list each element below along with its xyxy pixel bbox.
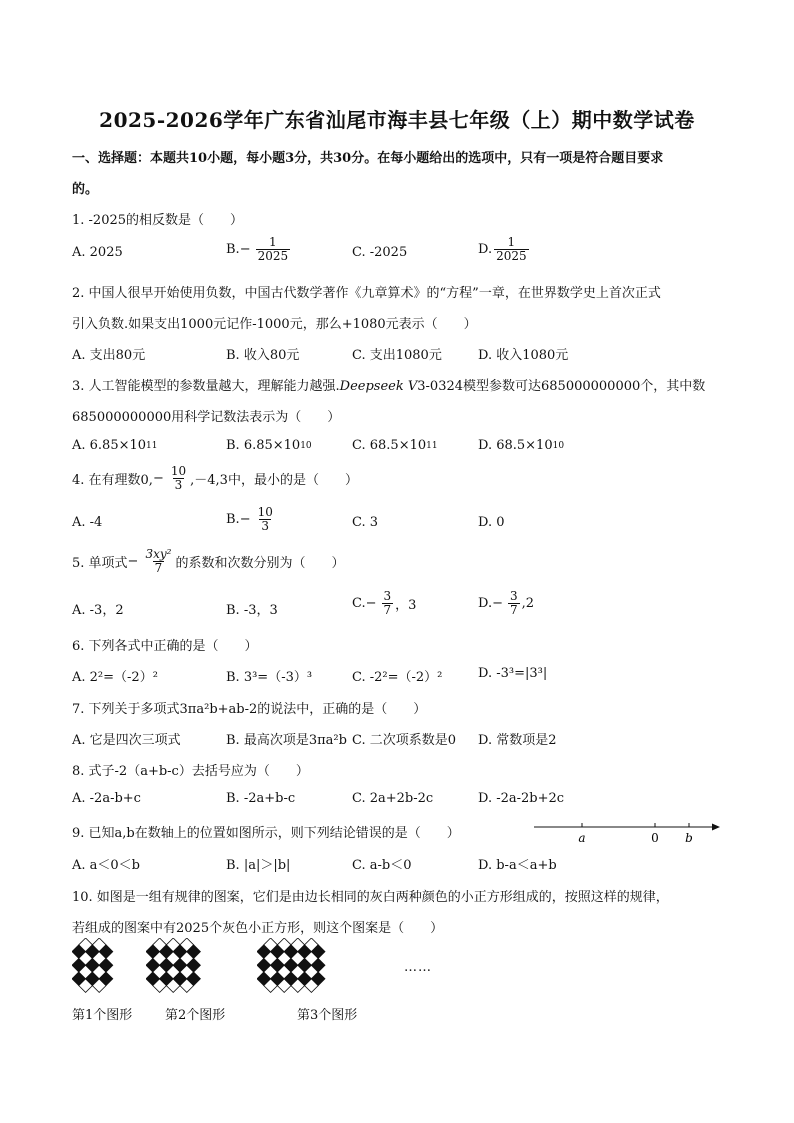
q8-option-b: B. -2a+b-c bbox=[226, 791, 296, 806]
q1-option-d-prefix: D. bbox=[478, 242, 493, 257]
q5-stem-fraction bbox=[143, 548, 173, 575]
q8-stem: 8. 式子-2（a+b-c）去括号应为（ ） bbox=[72, 764, 309, 779]
q5-stem: 5. 单项式 − $\frac{\text{3xy²}}{7}$ 的系数和次数分别为（ ） bbox=[72, 547, 345, 575]
q5-option-c-suffix: ，3 bbox=[395, 598, 417, 613]
q4-option-b-prefix: B. bbox=[226, 512, 240, 527]
q7-option-c: C. 二次项系数是0 bbox=[352, 733, 457, 748]
q3-stem-line2: 685000000000用科学记数法表示为（ ） bbox=[72, 410, 341, 425]
pattern-figure-3-label: 第3个图形 bbox=[297, 1008, 358, 1023]
q1-option-d bbox=[478, 236, 531, 263]
q3-option-a-exponent: 11 bbox=[146, 440, 158, 451]
q5-stem-part2: 的系数和次数分别为（ ） bbox=[175, 556, 345, 571]
q4-stem-numerator: 10 bbox=[170, 464, 187, 478]
q4-option-b: B. − $\frac{10}{3}$ bbox=[226, 505, 273, 533]
q1-option-a: A. 2025 bbox=[72, 245, 123, 260]
q1-option-c: C. -2025 bbox=[352, 245, 408, 260]
q3-stem-part2: 3-0324模型参数可达685000000000个，其中数 bbox=[417, 379, 706, 394]
q3-model-name: Deepseek V bbox=[339, 379, 418, 394]
q7-option-d: D. 常数项是2 bbox=[478, 733, 557, 748]
q9-option-b: B. |a|＞|b| bbox=[226, 858, 291, 873]
number-line-figure bbox=[532, 818, 722, 848]
q3-option-c-exponent: 11 bbox=[426, 440, 438, 451]
page-title: 2025-2026学年广东省汕尾市海丰县七年级（上）期中数学试卷 bbox=[99, 108, 695, 132]
q6-option-c: C. -2²=（-2）² bbox=[352, 670, 443, 685]
q5-c-numerator: 3 bbox=[383, 589, 392, 603]
q7-option-a: A. 它是四次三项式 bbox=[72, 733, 181, 748]
q4-stem-denominator: 3 bbox=[174, 478, 183, 492]
pattern-figure-1 bbox=[72, 938, 138, 994]
q3-option-b-base: B. 6.85×10 bbox=[226, 438, 301, 453]
q4-stem-part2: ,－4,3中，最小的是（ ） bbox=[190, 473, 358, 488]
q2-option-c: C. 支出1080元 bbox=[352, 348, 442, 363]
section-instruction: 一、选择题：本题共10小题，每小题3分，共30分。在每小题给出的选项中，只有一项是符合题目要求 bbox=[72, 151, 664, 166]
q5-stem-numerator: 3xy² bbox=[145, 547, 172, 561]
number-line-label-zero: 0 bbox=[651, 831, 659, 845]
q10-stem-line2: 若组成的图案中有2025个灰色小正方形，则这个图案是（ ） bbox=[72, 921, 444, 936]
q1-option-b-fraction bbox=[256, 236, 291, 263]
pattern-figure-2-label: 第2个图形 bbox=[165, 1008, 226, 1023]
q2-stem-line2: 引入负数.如果支出1000元记作-1000元，那么+1080元表示（ ） bbox=[72, 317, 477, 332]
q5-stem-part1: 5. 单项式 bbox=[72, 556, 128, 571]
q5-option-d: D. − $\frac{3}{7}$ ,2 bbox=[478, 589, 535, 617]
q4-b-numerator: 10 bbox=[257, 505, 273, 519]
pattern-figure-1-label: 第1个图形 bbox=[72, 1008, 133, 1023]
q4-stem-fraction bbox=[169, 465, 188, 492]
q3-option-d bbox=[478, 438, 564, 453]
q1-b-denominator: 2025 bbox=[257, 249, 289, 263]
q1-d-denominator: 2025 bbox=[496, 249, 527, 263]
q5-d-denominator: 7 bbox=[510, 603, 518, 617]
pattern-figure-3 bbox=[257, 938, 397, 994]
q5-option-c: C. − $\frac{3}{7}$ ，3 bbox=[352, 589, 417, 617]
q6-option-d: D. -3³=|3³| bbox=[478, 666, 548, 681]
q3-stem-line1 bbox=[72, 375, 705, 394]
q3-option-c-base: C. 68.5×10 bbox=[352, 438, 427, 453]
pattern-figure-2 bbox=[146, 938, 246, 994]
q8-option-c: C. 2a+2b-2c bbox=[352, 791, 434, 806]
q2-stem-line1: 2. 中国人很早开始使用负数，中国古代数学著作《九章算术》的“方程”一章，在世界数学史上首次正式 bbox=[72, 286, 661, 301]
q4-option-d: D. 0 bbox=[478, 515, 505, 530]
q9-option-c: C. a-b＜0 bbox=[352, 858, 412, 873]
q3-option-d-exponent: 10 bbox=[552, 440, 565, 451]
q4-option-a: A. -4 bbox=[72, 515, 103, 530]
q3-option-c bbox=[352, 438, 438, 453]
q1-b-numerator: 1 bbox=[269, 235, 277, 249]
q4-stem: 4. 在有理数0, − $\frac{10}{3}$ ,－4,3中，最小的是（ ） bbox=[72, 464, 358, 492]
number-line-label-b: b bbox=[685, 831, 693, 845]
q2-option-d: D. 收入1080元 bbox=[478, 348, 569, 363]
q1-option-b: B. − $\frac{1}{2025}$ bbox=[226, 235, 289, 263]
q8-option-a: A. -2a-b+c bbox=[72, 791, 141, 806]
q6-stem: 6. 下列各式中正确的是（ ） bbox=[72, 639, 258, 654]
q6-option-a: A. 2²=（-2）² bbox=[72, 670, 158, 685]
q3-stem-part1: 3. 人工智能模型的参数量越大，理解能力越强. bbox=[72, 379, 340, 394]
q1-option-b-prefix: B. bbox=[226, 242, 240, 257]
q1-option-d-fraction bbox=[494, 236, 529, 263]
q5-d-numerator: 3 bbox=[510, 589, 518, 603]
q5-option-c-prefix: C. bbox=[352, 596, 366, 611]
q4-b-denominator: 3 bbox=[261, 519, 270, 533]
q5-option-b: B. -3，3 bbox=[226, 603, 278, 618]
q9-option-d: D. b-a＜a+b bbox=[478, 858, 557, 873]
q10-stem-line1: 10. 如图是一组有规律的图案，它们是由边长相同的灰白两种颜色的小正方形组成的，按照这样的规律， bbox=[72, 890, 669, 905]
q5-stem-denominator: 7 bbox=[154, 561, 163, 575]
q5-option-a: A. -3，2 bbox=[72, 603, 124, 618]
q4-option-c: C. 3 bbox=[352, 515, 379, 530]
q5-option-d-suffix: ,2 bbox=[521, 596, 535, 611]
q3-option-b bbox=[226, 438, 312, 453]
q9-option-a: A. a＜0＜b bbox=[72, 858, 140, 873]
number-line-label-a: a bbox=[578, 831, 586, 845]
q4-option-b-fraction bbox=[256, 506, 275, 533]
number-line-arrow bbox=[712, 824, 720, 831]
q3-option-a-base: A. 6.85×10 bbox=[72, 438, 147, 453]
q6-option-b: B. 3³=（-3）³ bbox=[226, 670, 313, 685]
q5-option-d-fraction bbox=[508, 590, 520, 617]
q2-option-b: B. 收入80元 bbox=[226, 348, 300, 363]
q7-stem: 7. 下列关于多项式3πa²b+ab-2的说法中，正确的是（ ） bbox=[72, 702, 427, 717]
q3-option-a bbox=[72, 438, 158, 453]
q7-option-b: B. 最高次项是3πa²b bbox=[226, 733, 347, 748]
q4-stem-part1: 4. 在有理数0, bbox=[72, 473, 153, 488]
section-instruction-cont: 的。 bbox=[72, 182, 99, 197]
q2-option-a: A. 支出80元 bbox=[72, 348, 146, 363]
q5-option-d-prefix: D. bbox=[478, 596, 493, 611]
pattern-continuation: …… bbox=[404, 960, 432, 975]
q1-stem: 1. -2025的相反数是（ ） bbox=[72, 213, 244, 228]
q5-option-c-fraction bbox=[382, 590, 394, 617]
q5-c-denominator: 7 bbox=[383, 603, 392, 617]
q3-option-d-base: D. 68.5×10 bbox=[478, 438, 553, 453]
q3-option-b-exponent: 10 bbox=[300, 440, 312, 451]
q9-stem: 9. 已知a,b在数轴上的位置如图所示，则下列结论错误的是（ ） bbox=[72, 826, 460, 841]
q1-d-numerator: 1 bbox=[507, 235, 516, 249]
q8-option-d: D. -2a-2b+2c bbox=[478, 791, 565, 806]
